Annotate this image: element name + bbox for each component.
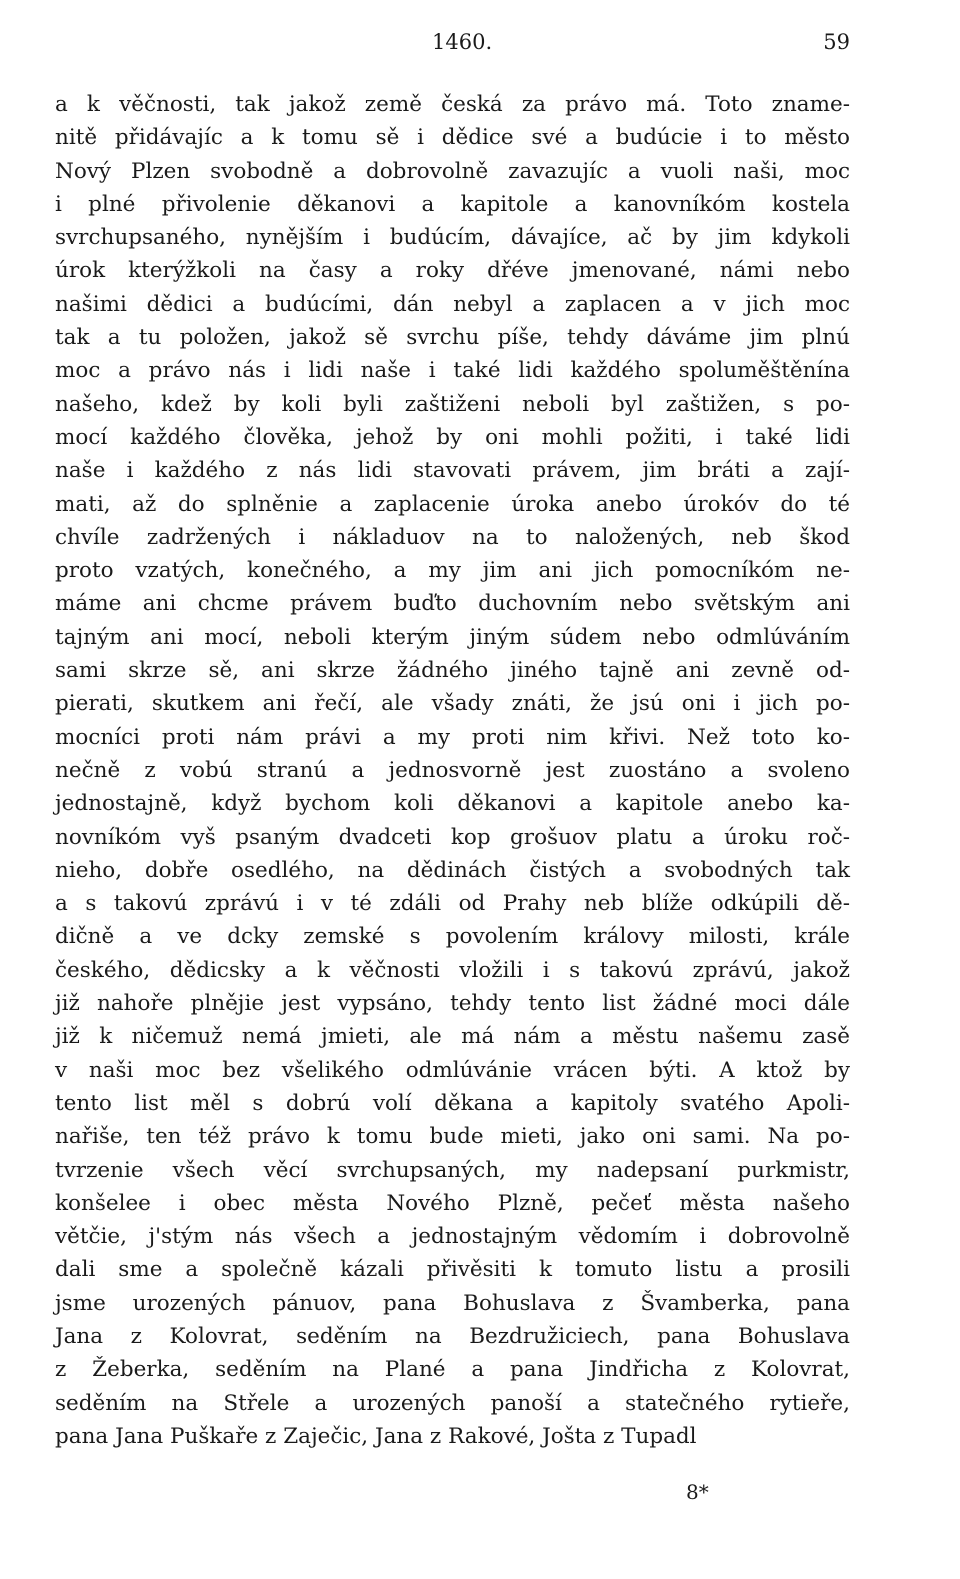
text-line: tento list měl s dobrú volí děkana a kapitoly svatého Apoli- <box>55 1090 850 1116</box>
text-line: máme ani chcme právem buďto duchovním nebo světským ani <box>55 591 850 617</box>
text-line: českého, dědicsky a k věčnosti vložili i s takovú zprávú, jakož <box>55 957 850 983</box>
text-line: úrok kterýžkoli na časy a roky dřéve jmenované, námi nebo <box>55 258 850 284</box>
text-line: dali sme a společně kázali přivěsiti k tomuto listu a prosili <box>55 1257 850 1283</box>
text-line: nieho, dobře osedlého, na dědinách čistých a svobodných tak <box>55 857 850 883</box>
text-line: dičně a ve dcky zemské s povolením královy milosti, krále <box>55 924 850 950</box>
text-line: v naši moc bez všelikého odmlúvánie vrácen býti. A ktož by <box>55 1057 850 1083</box>
text-line: mocí každého člověka, jehož by oni mohli požiti, i také lidi <box>55 424 850 450</box>
page-number: 59 <box>823 30 850 54</box>
text-line: našeho, kdež by koli byli zaštiženi neboli byl zaštižen, s po- <box>55 391 850 417</box>
text-line: Jana z Kolovrat, seděním na Bezdružiciech, pana Bohuslava <box>55 1323 850 1349</box>
text-line: tajným ani mocí, neboli kterým jiným súdem nebo odmlúváním <box>55 624 850 650</box>
text-line: již k ničemuž nemá jmieti, ale má nám a městu našemu zasě <box>55 1024 850 1050</box>
text-line: našimi dědici a budúcími, dán nebyl a zaplacen a v jich moc <box>55 291 850 317</box>
text-line: již nahoře plnějie jest vypsáno, tehdy tento list žádné moci dále <box>55 991 850 1017</box>
text-line: jednostajně, když bychom koli děkanovi a kapitole anebo ka- <box>55 791 850 817</box>
text-line: seděním na Střele a urozených panoší a statečného rytieře, <box>55 1390 850 1416</box>
text-line: svrchupsaného, nynějším i budúcím, dávajíce, ač by jim kdykoli <box>55 225 850 251</box>
text-line: chvíle zadržených i nákladuov na to naložených, neb škod <box>55 524 850 550</box>
text-line: mati, až do splněnie a zaplacenie úroka anebo úrokóv do té <box>55 491 850 517</box>
text-line: a k věčnosti, tak jakož země česká za právo má. Toto zname- <box>55 92 850 117</box>
text-line: pana Jana Puškaře z Zaječic, Jana z Rakové, Jošta z Tupadl <box>55 1423 697 1449</box>
text-line: a s takovú zprávú i v té zdáli od Prahy neb blíže odkúpili dě- <box>55 891 850 917</box>
text-line: i plné přivolenie děkanovi a kapitole a kanovníkóm kostela <box>55 191 850 217</box>
running-head <box>0 30 960 60</box>
text-line: jsme urozených pánuov, pana Bohuslava z Švamberka, pana <box>55 1290 850 1316</box>
text-line: nařiše, ten též právo k tomu bude mieti, jako oni sami. Na po- <box>55 1124 850 1150</box>
text-line: konšelee i obec města Nového Plzně, pečeť města našeho <box>55 1190 850 1216</box>
signature-mark: 8* <box>686 1480 709 1504</box>
text-line: větčie, j'stým nás všech a jednostajným vědomím i dobrovolně <box>55 1224 850 1250</box>
text-line: novníkóm vyš psaným dvadceti kop grošuov platu a úroku roč- <box>55 824 850 850</box>
text-line: z Žeberka, seděním na Plané a pana Jindřicha z Kolovrat, <box>55 1357 850 1383</box>
text-line: Nový Plzen svobodně a dobrovolně zavazujíc a vuoli naši, moc <box>55 158 850 184</box>
text-line: naše i každého z nás lidi stavovati právem, jim bráti a zají- <box>55 458 850 484</box>
text-line: mocníci proti nám právi a my proti nim křivi. Než toto ko- <box>55 724 850 750</box>
text-line: pierati, skutkem ani řečí, ale všady znáti, že jsú oni i jich po- <box>55 691 850 717</box>
header-year: 1460. <box>432 30 493 54</box>
body-text <box>55 88 850 1453</box>
text-line: nitě přidávajíc a k tomu sě i dědice své a budúcie i to město <box>55 125 850 151</box>
text-line: nečně z vobú stranú a jednosvorně jest zuostáno a svoleno <box>55 757 850 783</box>
text-line: tak a tu položen, jakož sě svrchu píše, tehdy dáváme jim plnú <box>55 325 850 351</box>
text-line: sami skrze sě, ani skrze žádného jiného tajně ani zevně od- <box>55 658 850 684</box>
text-line: moc a právo nás i lidi naše i také lidi každého spoluměštěnína <box>55 358 850 384</box>
text-line: proto vzatých, konečného, a my jim ani jich pomocníkóm ne- <box>55 558 850 584</box>
text-line: tvrzenie všech věcí svrchupsaných, my nadepsaní purkmistr, <box>55 1157 850 1183</box>
